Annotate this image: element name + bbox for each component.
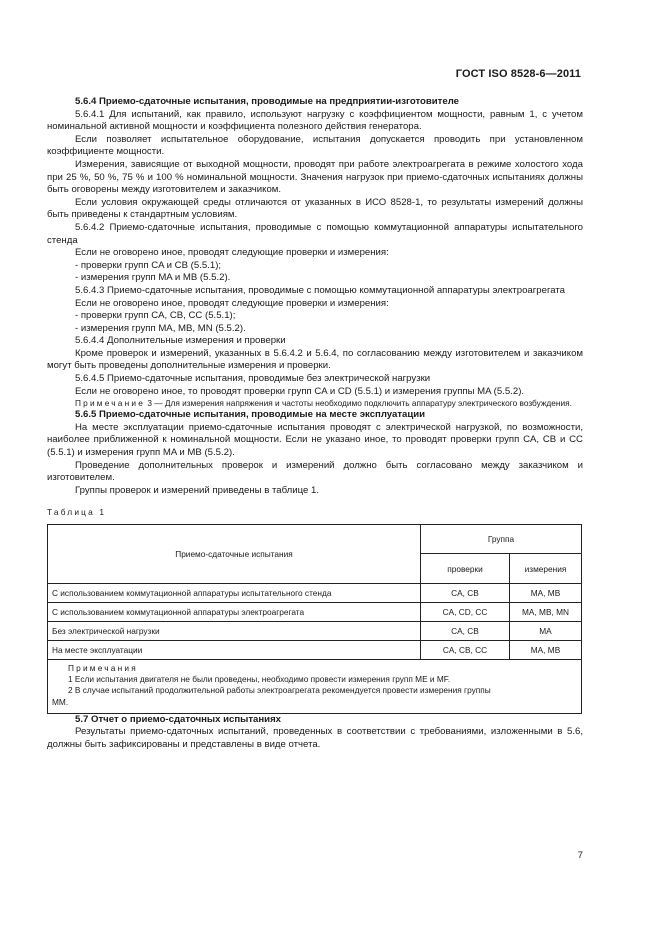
table-note-1: 1 Если испытания двигателя не были проведены, необходимо провести измерения групп ME и MF. <box>68 674 451 685</box>
row-test-name: С использованием коммутационной аппаратуры испытательного стенда <box>48 584 421 603</box>
table-row <box>48 622 582 641</box>
table-note-2: 2 В случае испытаний продолжительной работы электроагрегата рекомендуется провести измерения группы <box>68 685 491 696</box>
list-item: - проверки групп CA и CB (5.5.1); <box>75 259 222 271</box>
paragraph: Проведение дополнительных проверок и измерений должно быть согласовано между заказчиком и изготовителем. <box>47 459 583 484</box>
row-test-name: На месте эксплуатации <box>48 641 421 660</box>
paragraph: 5.6.4.1 Для испытаний, как правило, используют нагрузку с коэффициентом мощности, равным 1, с учетом номинальной активной мощности и коэффициента полезного действия генератора. <box>47 108 583 133</box>
notes-label: Примечания <box>68 663 138 673</box>
table-note-2-continuation: MM. <box>52 696 69 707</box>
note-label: Примечание <box>75 398 146 409</box>
table-1 <box>47 524 582 714</box>
table-row <box>48 584 582 603</box>
paragraph: Измерения, зависящие от выходной мощности, проводят при работе электроагрегата в режиме холостого хода при 25 %, 50 %, 75 % и 100 % номинальной мощности. Значения нагрузок при приемо-сдаточных испытаниях должны быть оговорены между изготовителем и заказчиком. <box>47 158 583 196</box>
section-heading-5-7: 5.7 Отчет о приемо-сдаточных испытаниях <box>75 713 282 725</box>
col-header-measurements: измерения <box>510 554 582 584</box>
row-test-name: Без электрической нагрузки <box>48 622 421 641</box>
table-row <box>48 603 582 622</box>
row-measurements: MA, MB <box>510 641 582 660</box>
table-caption: Таблица 1 <box>47 507 107 518</box>
col-header-group: Группа <box>421 525 582 554</box>
paragraph: Если условия окружающей среды отличаются от указанных в ИСО 8528-1, то результаты измерений должны быть приведены к стандартным условиям. <box>47 196 583 221</box>
paragraph: 5.6.4.5 Приемо-сдаточные испытания, проводимые без электрической нагрузки <box>75 373 431 385</box>
section-heading-5-6-4: 5.6.4 Приемо-сдаточные испытания, проводимые на предприятии-изготовителе <box>75 96 460 107</box>
row-checks: CA, CD, CC <box>421 603 510 622</box>
paragraph: Результаты приемо-сдаточных испытаний, проведенных в соответствии с требованиями, изложенными в 5.6, должны быть зафиксированы и представлены в виде отчета. <box>47 726 583 750</box>
table-row <box>48 641 582 660</box>
col-header-checks: проверки <box>421 554 510 584</box>
row-measurements: MA, MB, MN <box>510 603 582 622</box>
paragraph: 5.6.4.3 Приемо-сдаточные испытания, проводимые с помощью коммутационной аппаратуры электроагрегата <box>75 284 565 296</box>
paragraph: На месте эксплуатации приемо-сдаточные испытания проводят с электрической нагрузкой, по возможности, наиболее приближенной к номинальной мощности. Если не указано иное, то проводят проверки групп CA, CB и CC (5.5.1) и измерения групп MA и MB (5.5.2). <box>47 421 583 459</box>
row-checks: CA, CB, CC <box>421 641 510 660</box>
paragraph: Если позволяет испытательное оборудование, испытания допускается проводить при установленном коэффициенте мощности. <box>47 133 583 158</box>
table-notes <box>48 660 582 714</box>
row-measurements: MA, MB <box>510 584 582 603</box>
paragraph: Если не оговорено иное, то проводят проверки групп CA и CD (5.5.1) и измерения группы MA (5.5.2). <box>75 385 525 397</box>
paragraph: 5.6.4.4 Дополнительные измерения и проверки <box>75 335 286 347</box>
paragraph: Группы проверок и измерений приведены в таблице 1. <box>75 484 320 496</box>
row-checks: CA, CB <box>421 622 510 641</box>
row-test-name: С использованием коммутационной аппаратуры электроагрегата <box>48 603 421 622</box>
list-item: - проверки групп CA, CB, CC (5.5.1); <box>75 310 236 322</box>
list-item: - измерения групп MA, MB, MN (5.5.2). <box>75 322 246 334</box>
row-measurements: MA <box>510 622 582 641</box>
note-text: 3 — Для измерения напряжения и частоты необходимо подключить аппаратуру электрического возбуждения. <box>147 398 572 409</box>
paragraph: Если не оговорено иное, проводят следующие проверки и измерения: <box>75 247 389 259</box>
paragraph: Если не оговорено иное, проводят следующие проверки и измерения: <box>75 297 389 309</box>
page-number: 7 <box>577 850 583 861</box>
page-content <box>47 96 583 752</box>
note-3 <box>47 398 583 409</box>
row-checks: CA, CB <box>421 584 510 603</box>
paragraph: 5.6.4.2 Приемо-сдаточные испытания, проводимые с помощью коммутационной аппаратуры испытательного стенда <box>47 221 583 246</box>
list-item: - измерения групп MA и MB (5.5.2). <box>75 272 231 284</box>
col-header-tests: Приемо-сдаточные испытания <box>48 525 421 584</box>
section-heading-5-6-5: 5.6.5 Приемо-сдаточные испытания, проводимые на месте эксплуатации <box>75 409 426 421</box>
paragraph: Кроме проверок и измерений, указанных в 5.6.4.2 и 5.6.4, по согласованию между изготовителем и заказчиком могут быть проведены дополнительные измерения и проверки. <box>47 347 583 372</box>
standard-header: ГОСТ ISO 8528-6—2011 <box>455 68 581 80</box>
